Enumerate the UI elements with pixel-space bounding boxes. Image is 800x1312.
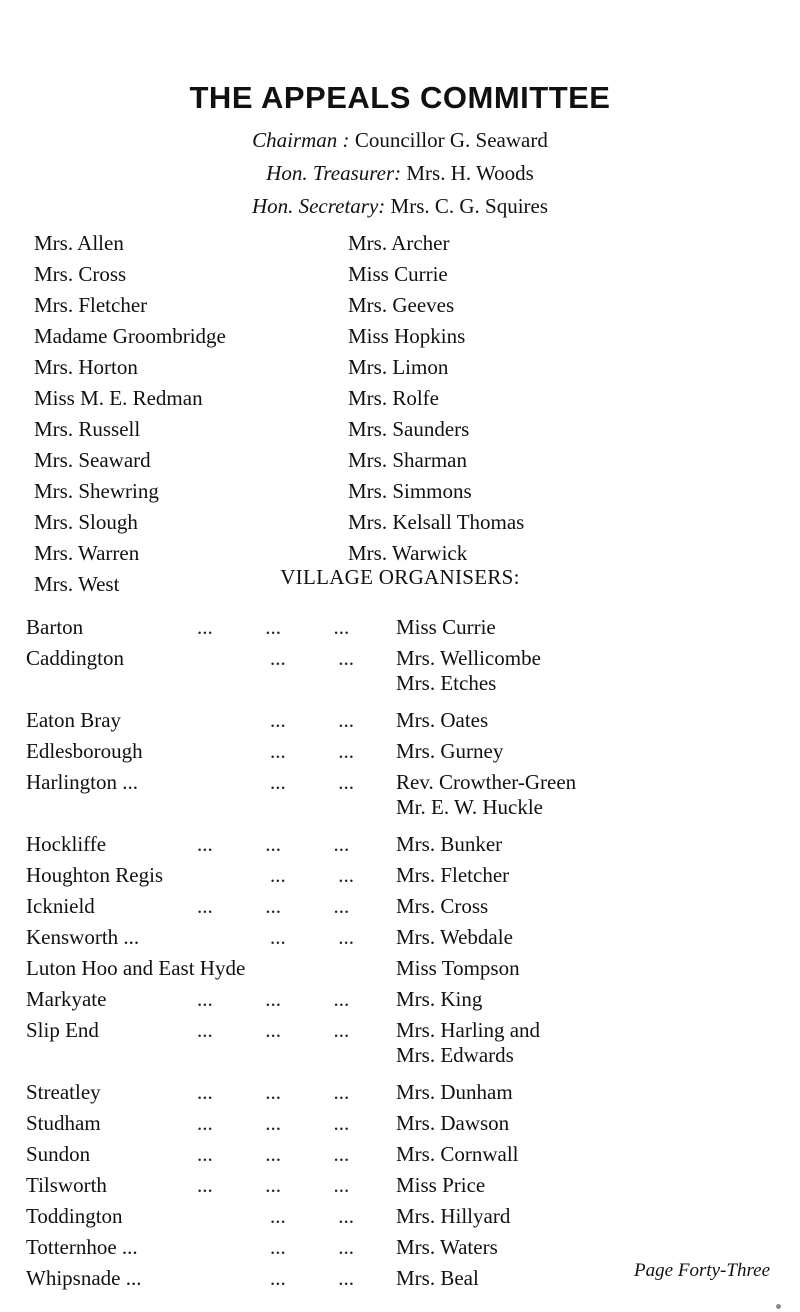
leader-dots: ... ... ...	[197, 832, 350, 856]
leader-dots: ... ... ...	[197, 987, 350, 1011]
organiser-name: Mrs. Beal	[396, 1266, 479, 1290]
organiser-name: Mrs. Etches	[396, 671, 497, 695]
member-left: Mrs. Allen	[34, 231, 124, 255]
member-right: Mrs. Warwick	[348, 541, 468, 565]
member-right: Miss Hopkins	[348, 324, 466, 348]
organiser-name: Miss Tompson	[396, 956, 520, 980]
officer-chairman	[0, 128, 800, 153]
member-right: Mrs. Sharman	[348, 448, 467, 472]
member-left: Mrs. Cross	[34, 262, 127, 286]
leader-dots: ... ...	[270, 1235, 354, 1259]
organiser-name: Mrs. Edwards	[396, 1043, 514, 1067]
organiser-name: Mr. E. W. Huckle	[396, 795, 543, 819]
leader-dots: ... ...	[270, 925, 354, 949]
organiser-name: Mrs. Gurney	[396, 739, 504, 763]
leader-dots: ... ... ...	[197, 1142, 350, 1166]
officer-role: Hon. Treasurer:	[266, 161, 402, 185]
member-left: Madame Groombridge	[34, 324, 226, 348]
organiser-name: Mrs. Cornwall	[396, 1142, 519, 1166]
village-name: Luton Hoo and East Hyde	[26, 956, 246, 980]
leader-dots: ... ... ...	[197, 1018, 350, 1042]
village-name: Totternhoe ...	[26, 1235, 138, 1259]
member-right: Mrs. Saunders	[348, 417, 470, 441]
officer-secretary	[0, 194, 800, 219]
village-name: Icknield	[26, 894, 95, 918]
member-right: Miss Currie	[348, 262, 448, 286]
leader-dots: ... ...	[270, 1204, 354, 1228]
village-organisers-heading: VILLAGE ORGANISERS:	[280, 565, 520, 589]
officer-name: Councillor G. Seaward	[354, 128, 548, 152]
member-left: Mrs. Horton	[34, 355, 138, 379]
village-name: Harlington ...	[26, 770, 138, 794]
leader-dots: ... ... ...	[197, 1173, 350, 1197]
officer-role: Hon. Secretary:	[251, 194, 386, 218]
village-name: Caddington	[26, 646, 124, 670]
organiser-name: Mrs. Fletcher	[396, 863, 510, 887]
leader-dots: ... ... ...	[197, 1080, 350, 1104]
member-right: Mrs. Archer	[348, 231, 450, 255]
village-name: Tilsworth	[26, 1173, 107, 1197]
organiser-name: Miss Price	[396, 1173, 486, 1197]
leader-dots: ... ... ...	[197, 615, 350, 639]
organiser-name: Mrs. Harling and	[396, 1018, 541, 1042]
leader-dots: ... ...	[270, 739, 354, 763]
village-name: Kensworth ...	[26, 925, 140, 949]
leader-dots: ... ...	[270, 708, 354, 732]
village-name: Streatley	[26, 1080, 101, 1104]
member-right: Mrs. Rolfe	[348, 386, 439, 410]
village-name: Toddington	[26, 1204, 123, 1228]
print-speck	[776, 1304, 781, 1309]
organiser-name: Rev. Crowther-Green	[396, 770, 577, 794]
member-left: Mrs. Shewring	[34, 479, 159, 503]
leader-dots: ... ...	[270, 646, 354, 670]
member-left: Miss M. E. Redman	[34, 386, 203, 410]
member-left: Mrs. West	[34, 572, 120, 596]
member-left: Mrs. Russell	[34, 417, 141, 441]
leader-dots: ... ...	[270, 770, 354, 794]
village-name: Hockliffe	[26, 832, 107, 856]
member-left: Mrs. Slough	[34, 510, 138, 534]
member-right: Mrs. Simmons	[348, 479, 472, 503]
organiser-name: Mrs. Hillyard	[396, 1204, 511, 1228]
leader-dots: ... ... ...	[197, 894, 350, 918]
officer-name: Mrs. H. Woods	[406, 161, 534, 185]
member-left: Mrs. Warren	[34, 541, 140, 565]
leader-dots: ... ...	[270, 863, 354, 887]
organiser-name: Mrs. Bunker	[396, 832, 503, 856]
organiser-name: Mrs. Wellicombe	[396, 646, 541, 670]
village-name: Whipsnade ...	[26, 1266, 142, 1290]
page-title: THE APPEALS COMMITTEE	[189, 80, 611, 115]
organiser-name: Mrs. King	[396, 987, 483, 1011]
village-name: Eaton Bray	[26, 708, 122, 732]
organiser-name: Mrs. Dunham	[396, 1080, 513, 1104]
village-name: Houghton Regis	[26, 863, 164, 887]
organiser-name: Mrs. Oates	[396, 708, 489, 732]
officer-name: Mrs. C. G. Squires	[390, 194, 549, 218]
village-name: Barton	[26, 615, 84, 639]
officer-treasurer	[0, 161, 800, 186]
page-number: Page Forty-Three	[634, 1260, 770, 1281]
village-name: Edlesborough	[26, 739, 143, 763]
organiser-name: Miss Currie	[396, 615, 496, 639]
member-right: Mrs. Limon	[348, 355, 449, 379]
leader-dots: ... ...	[270, 1266, 354, 1290]
member-right: Mrs. Kelsall Thomas	[348, 510, 525, 534]
organiser-name: Mrs. Waters	[396, 1235, 498, 1259]
leader-dots: ... ... ...	[197, 1111, 350, 1135]
member-left: Mrs. Seaward	[34, 448, 151, 472]
village-name: Markyate	[26, 987, 107, 1011]
village-name: Sundon	[26, 1142, 91, 1166]
organiser-name: Mrs. Dawson	[396, 1111, 510, 1135]
organiser-name: Mrs. Webdale	[396, 925, 513, 949]
organiser-name: Mrs. Cross	[396, 894, 489, 918]
village-name: Studham	[26, 1111, 101, 1135]
member-right: Mrs. Geeves	[348, 293, 455, 317]
member-left: Mrs. Fletcher	[34, 293, 148, 317]
officer-role: Chairman :	[252, 128, 350, 152]
village-name: Slip End	[26, 1018, 99, 1042]
